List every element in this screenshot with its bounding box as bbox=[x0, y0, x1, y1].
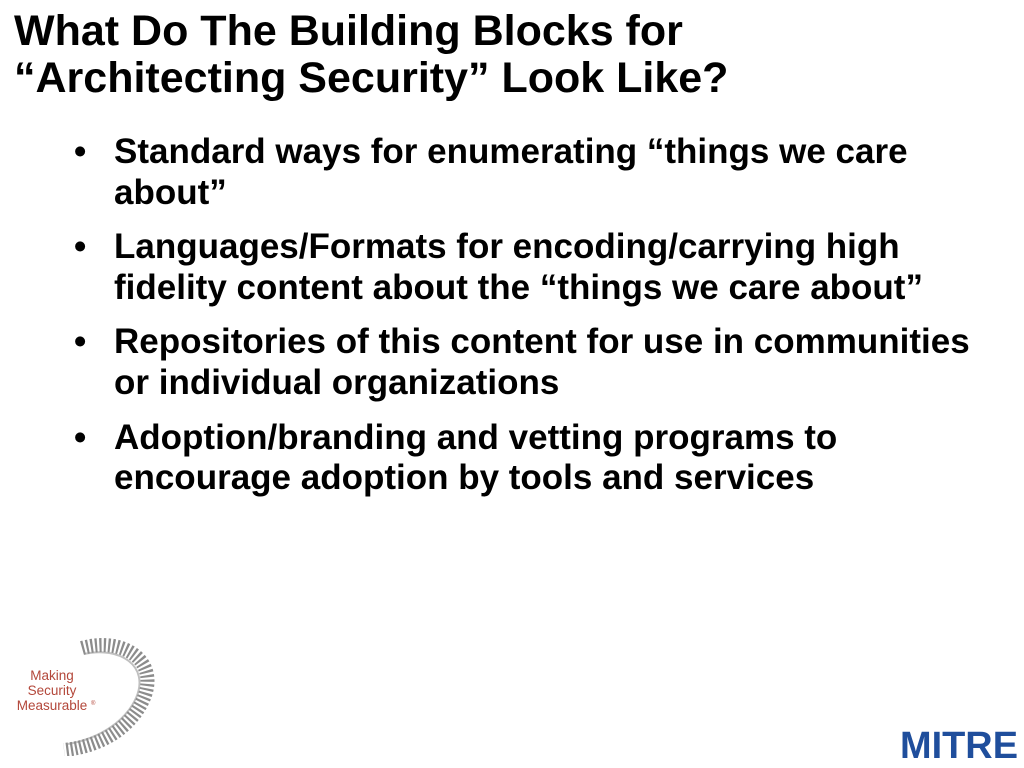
logo-text-making: Making bbox=[30, 668, 74, 683]
bullet-item bbox=[74, 227, 1009, 308]
bullet-text: Repositories of this content for use in communities or individual organizations bbox=[114, 322, 970, 402]
slide-title bbox=[14, 8, 1004, 103]
title-line-1: What Do The Building Blocks for bbox=[14, 7, 683, 55]
registered-mark-icon: ® bbox=[91, 701, 96, 707]
bullet-icon: • bbox=[74, 132, 87, 171]
bullet-item bbox=[74, 418, 1009, 499]
bullet-text: Adoption/branding and vetting programs to encourage adoption by tools and services bbox=[114, 417, 838, 498]
bullet-icon: • bbox=[74, 227, 87, 267]
bullet-item bbox=[74, 322, 1009, 403]
bullet-item bbox=[74, 132, 1009, 213]
bullet-text: Languages/Formats for encoding/carrying high fidelity content about the “things we care about” bbox=[114, 227, 923, 307]
logo-text-security: Security bbox=[27, 683, 77, 698]
bullet-list bbox=[74, 132, 1009, 513]
bullet-icon: • bbox=[74, 322, 87, 362]
making-security-measurable-logo bbox=[12, 634, 162, 756]
bullet-icon: • bbox=[74, 417, 87, 457]
mitre-logo bbox=[898, 724, 1020, 764]
mitre-logo-text: MITRE bbox=[900, 725, 1018, 764]
logo-text-measurable: Measurable bbox=[16, 698, 88, 713]
bullet-text: Standard ways for enumerating “things we care about” bbox=[114, 132, 908, 212]
title-line-2: “Architecting Security” Look Like? bbox=[14, 54, 729, 103]
